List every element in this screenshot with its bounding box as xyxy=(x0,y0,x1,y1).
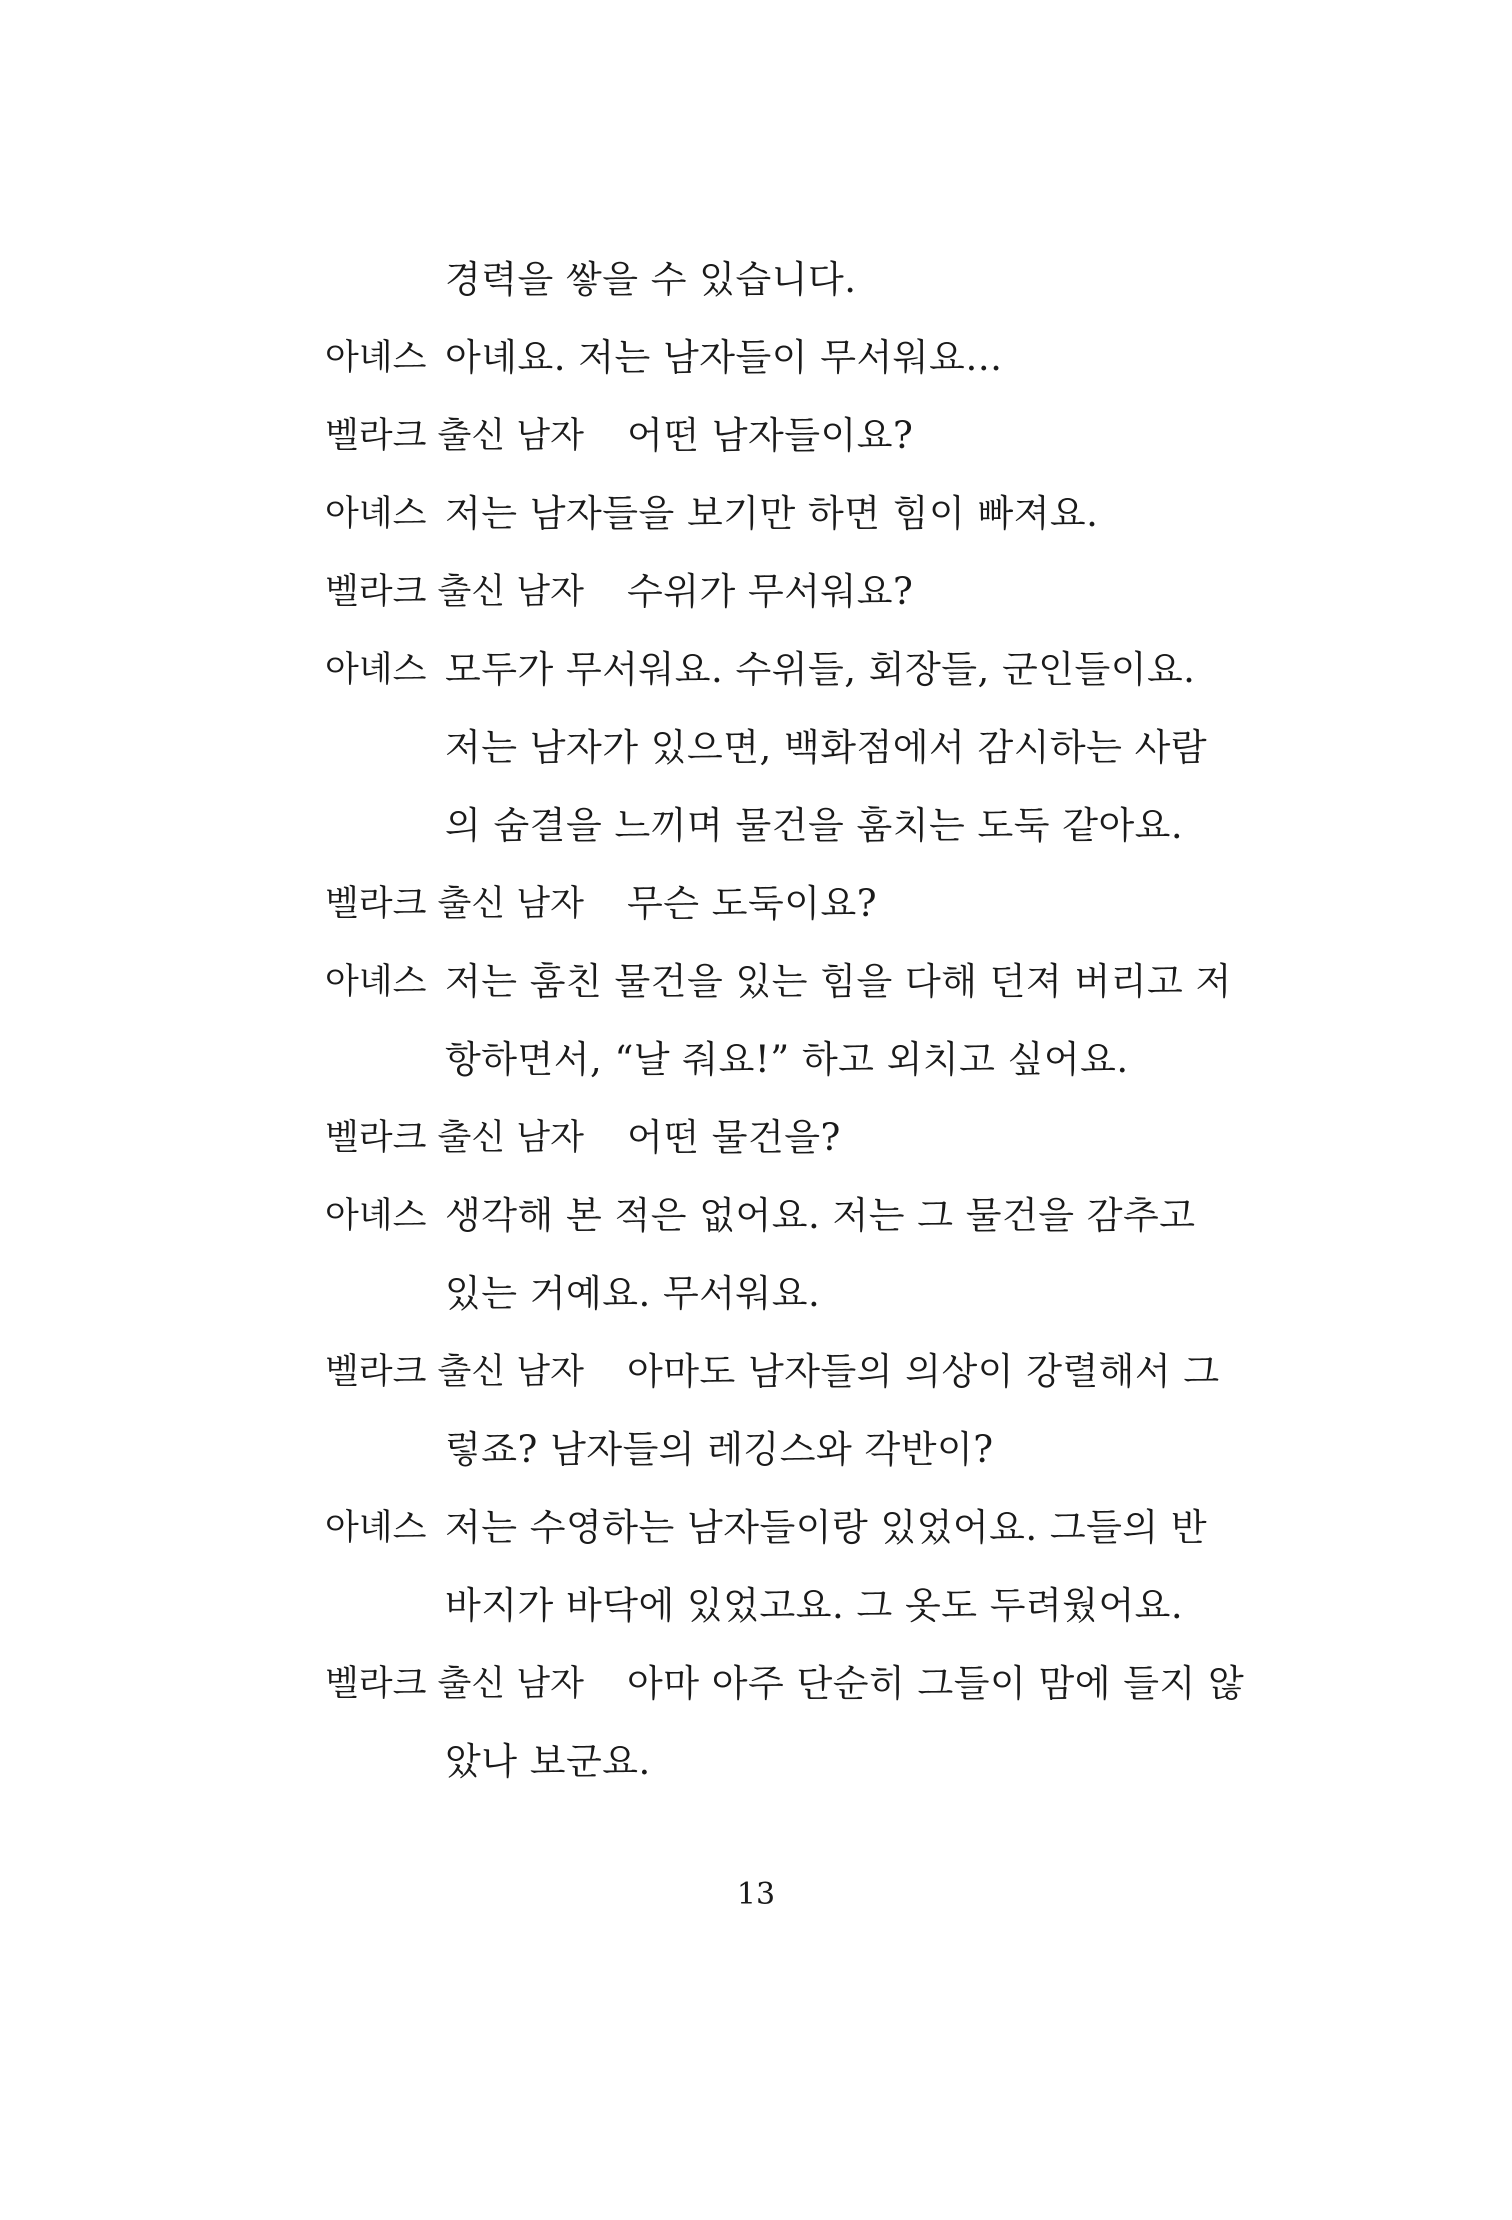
speaker-name: 벨라크 출신 남자 xyxy=(325,572,584,612)
dialogue-line xyxy=(0,552,1512,632)
speaker-name: 아녜스 xyxy=(325,962,427,1002)
dialogue-text: 저는 남자가 있으면, 백화점에서 감시하는 사람 xyxy=(445,726,1208,769)
dialogue-text: 어떤 남자들이요? xyxy=(627,414,914,457)
dialogue-text: 저는 수영하는 남자들이랑 있었어요. 그들의 반 xyxy=(445,1506,1208,1549)
speaker-name: 벨라크 출신 남자 xyxy=(325,1352,584,1392)
dialogue-text: 경력을 쌓을 수 있습니다. xyxy=(445,258,857,301)
dialogue-text: 아마도 남자들의 의상이 강렬해서 그 xyxy=(627,1350,1220,1393)
dialogue-line xyxy=(0,396,1512,476)
dialogue-text: 아마 아주 단순히 그들이 맘에 들지 않 xyxy=(627,1662,1245,1705)
dialogue-text: 어떤 물건을? xyxy=(627,1116,841,1159)
dialogue-text: 의 숨결을 느끼며 물건을 훔치는 도둑 같아요. xyxy=(445,804,1184,847)
dialogue-line xyxy=(0,1020,1512,1100)
speaker-name: 아녜스 xyxy=(325,1196,427,1236)
speaker-name: 벨라크 출신 남자 xyxy=(325,884,584,924)
dialogue-line xyxy=(0,1644,1512,1724)
dialogue-text: 있는 거예요. 무서워요. xyxy=(445,1272,821,1315)
dialogue-text: 생각해 본 적은 없어요. 저는 그 물건을 감추고 xyxy=(445,1194,1196,1237)
dialogue-line xyxy=(0,1722,1512,1802)
dialogue-line xyxy=(0,1410,1512,1490)
dialogue-line xyxy=(0,864,1512,944)
dialogue-text: 았나 보군요. xyxy=(445,1740,651,1783)
dialogue-line xyxy=(0,1254,1512,1334)
speaker-name: 벨라크 출신 남자 xyxy=(325,1118,584,1158)
dialogue-line xyxy=(0,630,1512,710)
dialogue-line xyxy=(0,942,1512,1022)
dialogue-text: 수위가 무서워요? xyxy=(627,570,914,613)
dialogue-text: 저는 훔친 물건을 있는 힘을 다해 던져 버리고 저 xyxy=(445,960,1232,1003)
dialogue-text: 렇죠? 남자들의 레깅스와 각반이? xyxy=(445,1428,994,1471)
dialogue-line xyxy=(0,786,1512,866)
dialogue-line xyxy=(0,1332,1512,1412)
dialogue-line xyxy=(0,240,1512,320)
dialogue-line xyxy=(0,1176,1512,1256)
dialogue-line xyxy=(0,1098,1512,1178)
dialogue-line xyxy=(0,708,1512,788)
dialogue-text: 항하면서, “날 줘요!” 하고 외치고 싶어요. xyxy=(445,1038,1129,1081)
speaker-name: 벨라크 출신 남자 xyxy=(325,1664,584,1704)
dialogue-text: 바지가 바닥에 있었고요. 그 옷도 두려웠어요. xyxy=(445,1584,1184,1627)
dialogue-line xyxy=(0,1488,1512,1568)
dialogue-text: 아녜요. 저는 남자들이 무서워요… xyxy=(445,336,1003,379)
dialogue-line xyxy=(0,474,1512,554)
speaker-name: 아녜스 xyxy=(325,338,427,378)
speaker-name: 아녜스 xyxy=(325,1508,427,1548)
dialogue-text: 모두가 무서워요. 수위들, 회장들, 군인들이요. xyxy=(445,648,1196,691)
dialogue-line xyxy=(0,318,1512,398)
speaker-name: 아녜스 xyxy=(325,650,427,690)
dialogue-text: 무슨 도둑이요? xyxy=(627,882,878,925)
page-number: 13 xyxy=(736,1877,776,1912)
speaker-name: 벨라크 출신 남자 xyxy=(325,416,584,456)
speaker-name: 아녜스 xyxy=(325,494,427,534)
dialogue-line xyxy=(0,1566,1512,1646)
dialogue-text: 저는 남자들을 보기만 하면 힘이 빠져요. xyxy=(445,492,1099,535)
